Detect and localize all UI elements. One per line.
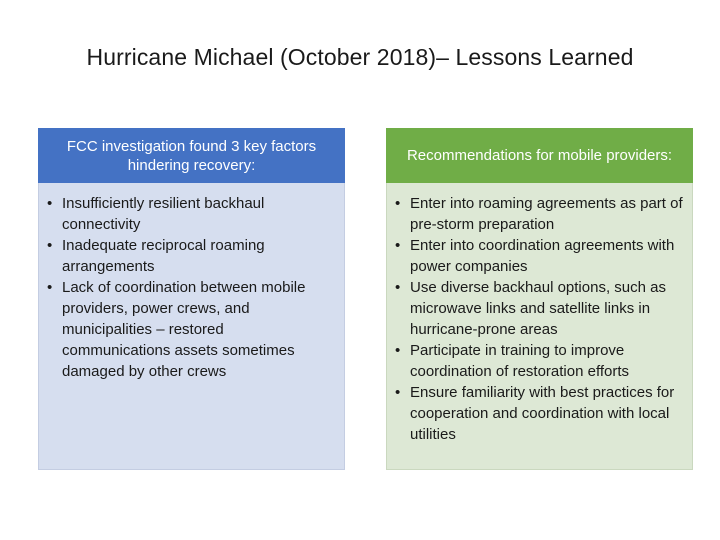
- findings-item-text: Lack of coordination between mobile providers, power crews, and municipalities – restored communications assets sometimes damaged by other crews: [62, 279, 306, 380]
- bullet-icon: •: [395, 342, 401, 359]
- findings-item-text: Insufficiently resilient backhaul connectivity: [62, 195, 265, 233]
- findings-list: [47, 193, 336, 382]
- recommendation-item: [395, 340, 684, 382]
- bullet-icon: •: [47, 279, 53, 296]
- findings-item: [47, 277, 336, 382]
- recommendations-list: [395, 193, 684, 445]
- findings-body: [38, 183, 345, 470]
- bullet-icon: •: [395, 237, 401, 254]
- recommendation-item-text: Enter into roaming agreements as part of pre-storm preparation: [410, 195, 683, 233]
- recommendation-item: [395, 382, 684, 445]
- recommendations-panel: [386, 128, 693, 470]
- bullet-icon: •: [395, 384, 401, 401]
- findings-header: FCC investigation found 3 key factors hindering recovery:: [38, 128, 345, 183]
- recommendation-item: [395, 277, 684, 340]
- recommendation-item-text: Participate in training to improve coordination of restoration efforts: [410, 342, 630, 380]
- slide-title: Hurricane Michael (October 2018)– Lessons Learned: [86, 44, 634, 70]
- bullet-icon: •: [47, 237, 53, 254]
- bullet-icon: •: [47, 195, 53, 212]
- findings-panel: [38, 128, 345, 470]
- recommendation-item-text: Ensure familiarity with best practices for cooperation and coordination with local utilities: [410, 384, 675, 443]
- findings-item: [47, 235, 336, 277]
- recommendations-header: Recommendations for mobile providers:: [386, 128, 693, 183]
- bullet-icon: •: [395, 195, 401, 212]
- findings-item-text: Inadequate reciprocal roaming arrangements: [62, 237, 265, 275]
- recommendation-item: [395, 193, 684, 235]
- bullet-icon: •: [395, 279, 401, 296]
- recommendation-item-text: Use diverse backhaul options, such as microwave links and satellite links in hurricane-prone areas: [410, 279, 666, 338]
- recommendation-item: [395, 235, 684, 277]
- findings-item: [47, 193, 336, 235]
- recommendations-body: [386, 183, 693, 470]
- recommendation-item-text: Enter into coordination agreements with power companies: [410, 237, 675, 275]
